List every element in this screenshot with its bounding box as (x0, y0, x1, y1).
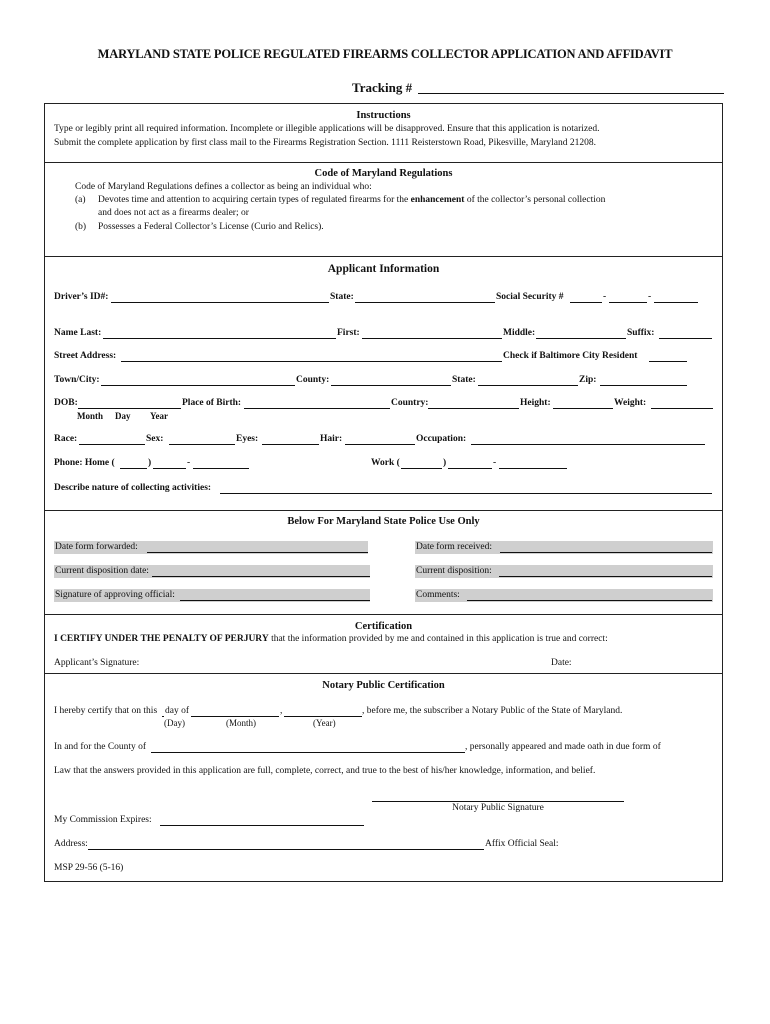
country-label: Country: (391, 398, 429, 408)
race-field[interactable] (79, 434, 145, 445)
notary-year-hint: (Year) (313, 718, 336, 728)
notary-county-field[interactable] (151, 742, 465, 753)
work-phone-line-field[interactable] (499, 458, 567, 469)
regulation-a-line2: and does not act as a firearms dealer; or (98, 208, 249, 218)
suffix-label: Suffix: (627, 328, 655, 338)
name-last-label: Name Last: (54, 328, 102, 338)
race-label: Race: (54, 434, 78, 444)
notary-address-field[interactable] (88, 839, 484, 850)
name-last-field[interactable] (103, 328, 336, 339)
notary-address-label: Address: (54, 839, 88, 849)
work-phone-prefix-field[interactable] (448, 458, 492, 469)
form-number: MSP 29-56 (5-16) (54, 863, 124, 873)
height-field[interactable] (553, 398, 613, 409)
zip-label: Zip: (579, 375, 597, 385)
commission-expires-field[interactable] (160, 815, 364, 826)
notary-certify-post: , before me, the subscriber a Notary Public of the State of Maryland. (362, 706, 623, 716)
dob-day-hint: Day (115, 411, 131, 421)
divider (44, 510, 723, 511)
ssn-part1-field[interactable] (570, 292, 602, 303)
dob-year-hint: Year (150, 411, 168, 421)
place-of-birth-label: Place of Birth: (182, 398, 242, 408)
collecting-activities-field[interactable] (220, 483, 712, 494)
state-label: State: (330, 292, 354, 302)
zip-field[interactable] (600, 375, 687, 386)
date-received-label: Date form received: (416, 542, 492, 552)
form-title: MARYLAND STATE POLICE REGULATED FIREARMS COLLECTOR APPLICATION AND AFFIDAVIT (97, 47, 673, 61)
ssn-dash: - (648, 292, 652, 302)
work-area-code-field[interactable] (401, 458, 442, 469)
state2-label: State: (452, 375, 476, 385)
home-phone-line-field[interactable] (193, 458, 249, 469)
instructions-title: Instructions (356, 110, 411, 121)
date-forwarded-label: Date form forwarded: (55, 542, 138, 552)
dob-month-hint: Month (77, 411, 104, 421)
home-area-code-field[interactable] (120, 458, 147, 469)
approving-official-field[interactable] (180, 590, 370, 601)
dob-label: DOB: (54, 398, 78, 408)
notary-day-of: day of (165, 706, 190, 716)
regulation-b-text: Possesses a Federal Collector’s License (Curio and Relics). (98, 222, 324, 232)
county-field[interactable] (331, 375, 451, 386)
certification-title: Certification (354, 621, 413, 632)
collecting-activities-label: Describe nature of collecting activities: (54, 483, 212, 493)
country-field[interactable] (428, 398, 519, 409)
divider (44, 673, 723, 674)
street-address-field[interactable] (121, 351, 502, 362)
ssn-part3-field[interactable] (654, 292, 698, 303)
town-city-label: Town/City: (54, 375, 100, 385)
hair-label: Hair: (320, 434, 343, 444)
occupation-field[interactable] (471, 434, 705, 445)
middle-name-field[interactable] (536, 328, 626, 339)
county-label: County: (296, 375, 330, 385)
divider (44, 162, 723, 163)
notary-certify-pre: I hereby certify that on this (54, 706, 158, 716)
date-forwarded-field[interactable] (147, 542, 368, 553)
hair-field[interactable] (345, 434, 415, 445)
applicant-title: Applicant Information (327, 263, 440, 275)
divider (44, 614, 723, 615)
notary-signature-label: Notary Public Signature (452, 803, 544, 813)
tracking-label: Tracking # (352, 80, 413, 95)
home-phone-prefix-field[interactable] (153, 458, 186, 469)
applicant-signature-label: Applicant’s Signature: (54, 658, 140, 668)
commission-expires-label: My Commission Expires: (54, 815, 152, 825)
drivers-id-field[interactable] (111, 292, 329, 303)
occupation-label: Occupation: (416, 434, 467, 444)
notary-comma: , (280, 706, 283, 716)
disposition-date-field[interactable] (152, 566, 370, 577)
phone-home-label: Phone: Home ( (54, 458, 115, 468)
certification-date-label: Date: (551, 658, 572, 668)
approving-official-label: Signature of approving official: (55, 590, 175, 600)
street-address-label: Street Address: (54, 351, 117, 361)
regulation-a-text: Devotes time and attention to acquiring certain types of regulated firearms for the enhancement of the collector’s personal collection (98, 195, 606, 205)
phone-dash: - (493, 458, 497, 468)
sex-field[interactable] (169, 434, 235, 445)
drivers-id-label: Driver’s ID#: (54, 292, 109, 302)
applicant-signature-field[interactable] (145, 658, 545, 670)
notary-day-field[interactable] (162, 706, 164, 717)
state2-field[interactable] (478, 375, 578, 386)
disposition-label: Current disposition: (416, 566, 492, 576)
police-use-title: Below For Maryland State Police Use Only (287, 516, 480, 527)
official-seal-label: Affix Official Seal: (485, 839, 559, 849)
first-name-field[interactable] (362, 328, 502, 339)
instructions-line2: Submit the complete application by first class mail to the Firearms Registration Section. 1111 Reisterstown Road, Pikesville, Maryland 21208. (54, 138, 596, 148)
comments-label: Comments: (416, 590, 460, 600)
phone-work-label: Work ( (371, 458, 400, 468)
notary-month-hint: (Month) (226, 718, 256, 728)
notary-month-field[interactable] (191, 706, 279, 717)
weight-label: Weight: (614, 398, 647, 408)
weight-field[interactable] (651, 398, 713, 409)
notary-day-hint: (Day) (164, 718, 185, 728)
regulation-a-label: (a) (75, 195, 86, 205)
ssn-part2-field[interactable] (609, 292, 647, 303)
first-name-label: First: (337, 328, 360, 338)
phone-dash: - (187, 458, 191, 468)
notary-title: Notary Public Certification (322, 680, 445, 691)
suffix-field[interactable] (659, 328, 712, 339)
disposition-field[interactable] (499, 566, 712, 577)
state-field[interactable] (355, 292, 495, 303)
ssn-label: Social Security # (496, 292, 564, 302)
notary-law-text: Law that the answers provided in this application are full, complete, correct, and true to the best of his/her knowledge, information, and belief. (54, 766, 596, 776)
tracking-number-field[interactable] (418, 93, 724, 94)
date-received-field[interactable] (500, 542, 712, 553)
place-of-birth-field[interactable] (244, 398, 390, 409)
baltimore-resident-checkbox[interactable] (649, 351, 687, 362)
regulations-title: Code of Maryland Regulations (314, 168, 453, 179)
eyes-label: Eyes: (236, 434, 259, 444)
regulations-intro: Code of Maryland Regulations defines a collector as being an individual who: (75, 182, 372, 192)
notary-year-field[interactable] (284, 706, 362, 717)
regulation-b-label: (b) (75, 222, 87, 232)
town-city-field[interactable] (101, 375, 295, 386)
eyes-field[interactable] (262, 434, 319, 445)
phone-paren: ) (443, 458, 447, 468)
middle-name-label: Middle: (503, 328, 536, 338)
phone-paren: ) (148, 458, 152, 468)
certification-date-field[interactable] (578, 658, 708, 670)
disposition-date-label: Current disposition date: (55, 566, 149, 576)
dob-field[interactable] (78, 398, 181, 409)
certification-statement: I CERTIFY UNDER THE PENALTY OF PERJURY that the information provided by me and contained in this application is true and correct: (54, 634, 608, 644)
instructions-line1: Type or legibly print all required information. Incomplete or illegible applications will be disapproved. Ensure that this application is notarized. (54, 124, 600, 134)
ssn-dash: - (603, 292, 607, 302)
notary-county-pre: In and for the County of (54, 742, 147, 752)
comments-field[interactable] (467, 590, 712, 601)
sex-label: Sex: (146, 434, 164, 444)
height-label: Height: (520, 398, 551, 408)
notary-county-post: , personally appeared and made oath in due form of (465, 742, 661, 752)
notary-signature-field[interactable] (372, 801, 624, 802)
baltimore-resident-label: Check if Baltimore City Resident (503, 351, 638, 361)
divider (44, 256, 723, 257)
